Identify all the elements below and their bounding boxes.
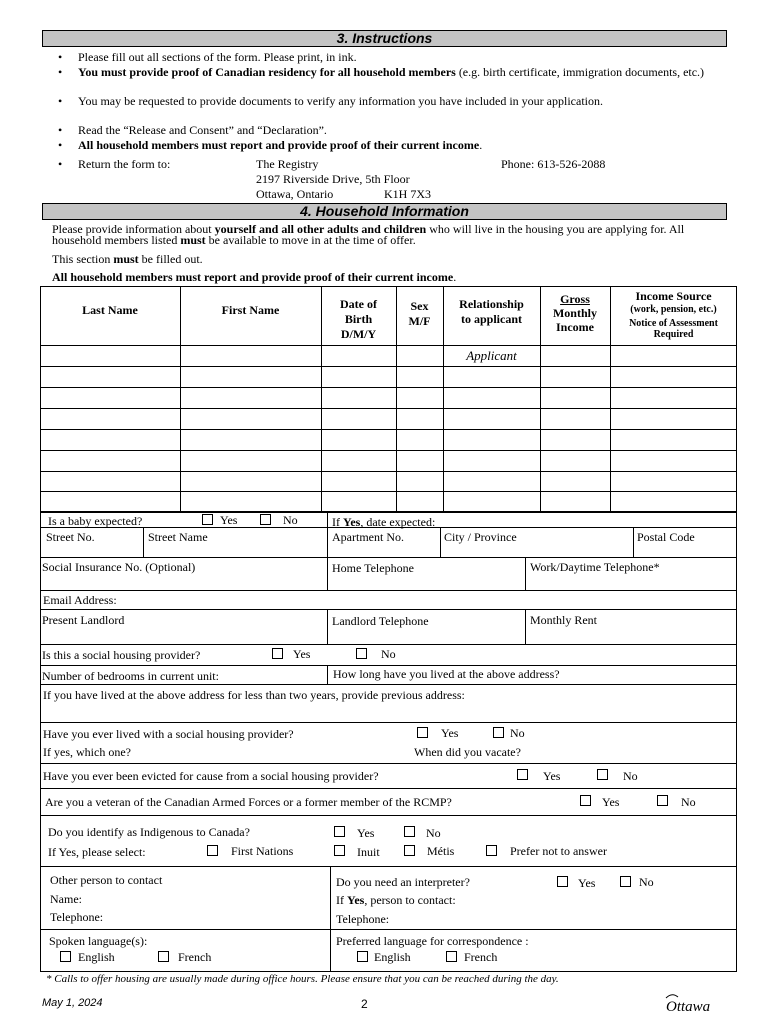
- lived-no-label: No: [510, 726, 525, 740]
- col-first-name: First Name: [221, 303, 280, 317]
- monthly-rent-label: Monthly Rent: [530, 613, 598, 627]
- spoken-french-checkbox[interactable]: [158, 951, 169, 962]
- lived-yes-label: Yes: [441, 726, 459, 740]
- indigenous-no-checkbox[interactable]: [404, 826, 415, 837]
- baby-expected-label: Is a baby expected?: [48, 514, 143, 528]
- indigenous-yes-checkbox[interactable]: [334, 826, 345, 837]
- registry-name: The Registry: [256, 157, 319, 171]
- veteran-no-label: No: [681, 795, 696, 809]
- pref-french-checkbox[interactable]: [446, 951, 457, 962]
- ottawa-logo-mark: [662, 992, 728, 1016]
- registry-city: Ottawa, Ontario: [256, 187, 334, 201]
- col-dob: Date of Birth D/M/Y: [340, 297, 377, 341]
- section-4-title: 4. Household Information: [42, 203, 727, 220]
- previous-address-label: If you have lived at the above address for less than two years, provide previous address:: [43, 688, 465, 702]
- evicted-label: Have you ever been evicted for cause from a social housing provider?: [43, 769, 379, 783]
- social-provider-yes-label: Yes: [293, 647, 311, 661]
- street-name-label: Street Name: [148, 530, 208, 544]
- col-gross-income: Gross Monthly Income: [552, 292, 597, 334]
- registry-phone: Phone: 613-526-2088: [501, 157, 606, 171]
- baby-no-label: No: [283, 513, 298, 527]
- indigenous-yes-label: Yes: [357, 826, 375, 840]
- postal-code-label: Postal Code: [637, 530, 695, 544]
- which-one-label: If yes, which one?: [43, 745, 131, 759]
- date-expected-label: If Yes, date expected:: [332, 515, 436, 529]
- prefer-not-label: Prefer not to answer: [510, 844, 607, 858]
- email-label: Email Address:: [43, 593, 117, 607]
- lived-no-checkbox[interactable]: [493, 727, 504, 738]
- interpreter-contact-label: If Yes, person to contact:: [336, 893, 456, 907]
- indigenous-no-label: No: [426, 826, 441, 840]
- baby-yes-checkbox[interactable]: [202, 514, 213, 525]
- footer-date: May 1, 2024: [42, 997, 103, 1009]
- metis-label: Métis: [427, 844, 455, 858]
- other-contact-label: Other person to contact: [50, 873, 163, 887]
- applicant-label: Applicant: [466, 348, 517, 363]
- interpreter-yes-label: Yes: [578, 876, 596, 890]
- bedrooms-label: Number of bedrooms in current unit:: [42, 669, 219, 683]
- ottawa-logo: [662, 992, 728, 1016]
- inuit-checkbox[interactable]: [334, 845, 345, 856]
- interpreter-phone-label: Telephone:: [336, 912, 390, 926]
- col-income-source: Income Source (work, pension, etc.) Notice of Assessment Required: [629, 289, 718, 340]
- pref-english-checkbox[interactable]: [357, 951, 368, 962]
- indigenous-label: Do you identify as Indigenous to Canada?: [48, 825, 250, 839]
- evicted-no-checkbox[interactable]: [597, 769, 608, 780]
- baby-yes-label: Yes: [220, 513, 238, 527]
- sin-label: Social Insurance No. (Optional): [42, 560, 196, 574]
- page-number: 2: [361, 997, 368, 1011]
- lived-with-provider-label: Have you ever lived with a social housing provider?: [43, 727, 294, 741]
- lived-yes-checkbox[interactable]: [417, 727, 428, 738]
- when-vacate-label: When did you vacate?: [414, 745, 521, 759]
- income-note: All household members must report and provide proof of their current income.: [52, 270, 457, 284]
- social-provider-no-checkbox[interactable]: [356, 648, 367, 659]
- spoken-english-checkbox[interactable]: [60, 951, 71, 962]
- col-last-name: Last Name: [82, 303, 138, 317]
- spoken-language-label: Spoken language(s):: [49, 934, 148, 948]
- metis-checkbox[interactable]: [404, 845, 415, 856]
- section-3-title: 3. Instructions: [42, 30, 727, 47]
- contact-name-label: Name:: [50, 892, 82, 906]
- spoken-french-label: French: [178, 950, 212, 964]
- registry-street: 2197 Riverside Drive, 5th Floor: [256, 172, 410, 186]
- veteran-no-checkbox[interactable]: [657, 795, 668, 806]
- contact-phone-label: Telephone:: [50, 910, 104, 924]
- interpreter-no-label: No: [639, 875, 654, 889]
- evicted-no-label: No: [623, 769, 638, 783]
- interpreter-no-checkbox[interactable]: [620, 876, 631, 887]
- apartment-no-label: Apartment No.: [332, 530, 404, 544]
- inuit-label: Inuit: [357, 845, 380, 859]
- veteran-yes-checkbox[interactable]: [580, 795, 591, 806]
- work-phone-label: Work/Daytime Telephone*: [530, 560, 660, 574]
- how-long-label: How long have you lived at the above address?: [333, 667, 560, 681]
- spoken-english-label: English: [78, 950, 115, 964]
- pref-french-label: French: [464, 950, 498, 964]
- veteran-yes-label: Yes: [602, 795, 620, 809]
- col-sex: Sex M/F: [408, 299, 431, 328]
- prefer-not-checkbox[interactable]: [486, 845, 497, 856]
- first-nations-checkbox[interactable]: [207, 845, 218, 856]
- col-relationship: Relationship to applicant: [459, 297, 524, 326]
- city-province-label: City / Province: [444, 530, 517, 544]
- must-fill-note: This section must be filled out.: [52, 252, 203, 266]
- street-no-label: Street No.: [46, 530, 95, 544]
- office-hours-note: * Calls to offer housing are usually made during office hours. Please ensure that you can be reached during the day.: [46, 973, 559, 985]
- registry-postal-code: K1H 7X3: [384, 187, 431, 201]
- social-provider-yes-checkbox[interactable]: [272, 648, 283, 659]
- landlord-label: Present Landlord: [42, 613, 125, 627]
- first-nations-label: First Nations: [231, 844, 294, 858]
- interpreter-label: Do you need an interpreter?: [336, 875, 470, 889]
- veteran-label: Are you a veteran of the Canadian Armed Forces or a former member of the RCMP?: [45, 795, 452, 809]
- social-provider-label: Is this a social housing provider?: [42, 648, 201, 662]
- interpreter-yes-checkbox[interactable]: [557, 876, 568, 887]
- svg-text:Ottawa: Ottawa: [666, 999, 711, 1015]
- preferred-language-label: Preferred language for correspondence :: [336, 934, 529, 948]
- household-intro: Please provide information about yourself and all other adults and children who will live in the housing you are applying for. All household members listed must be available to move in at the time of offer.: [52, 222, 685, 247]
- if-yes-select-label: If Yes, please select:: [48, 845, 146, 859]
- home-phone-label: Home Telephone: [332, 561, 414, 575]
- evicted-yes-checkbox[interactable]: [517, 769, 528, 780]
- pref-english-label: English: [374, 950, 411, 964]
- landlord-phone-label: Landlord Telephone: [332, 614, 429, 628]
- baby-no-checkbox[interactable]: [260, 514, 271, 525]
- evicted-yes-label: Yes: [543, 769, 561, 783]
- social-provider-no-label: No: [381, 647, 396, 661]
